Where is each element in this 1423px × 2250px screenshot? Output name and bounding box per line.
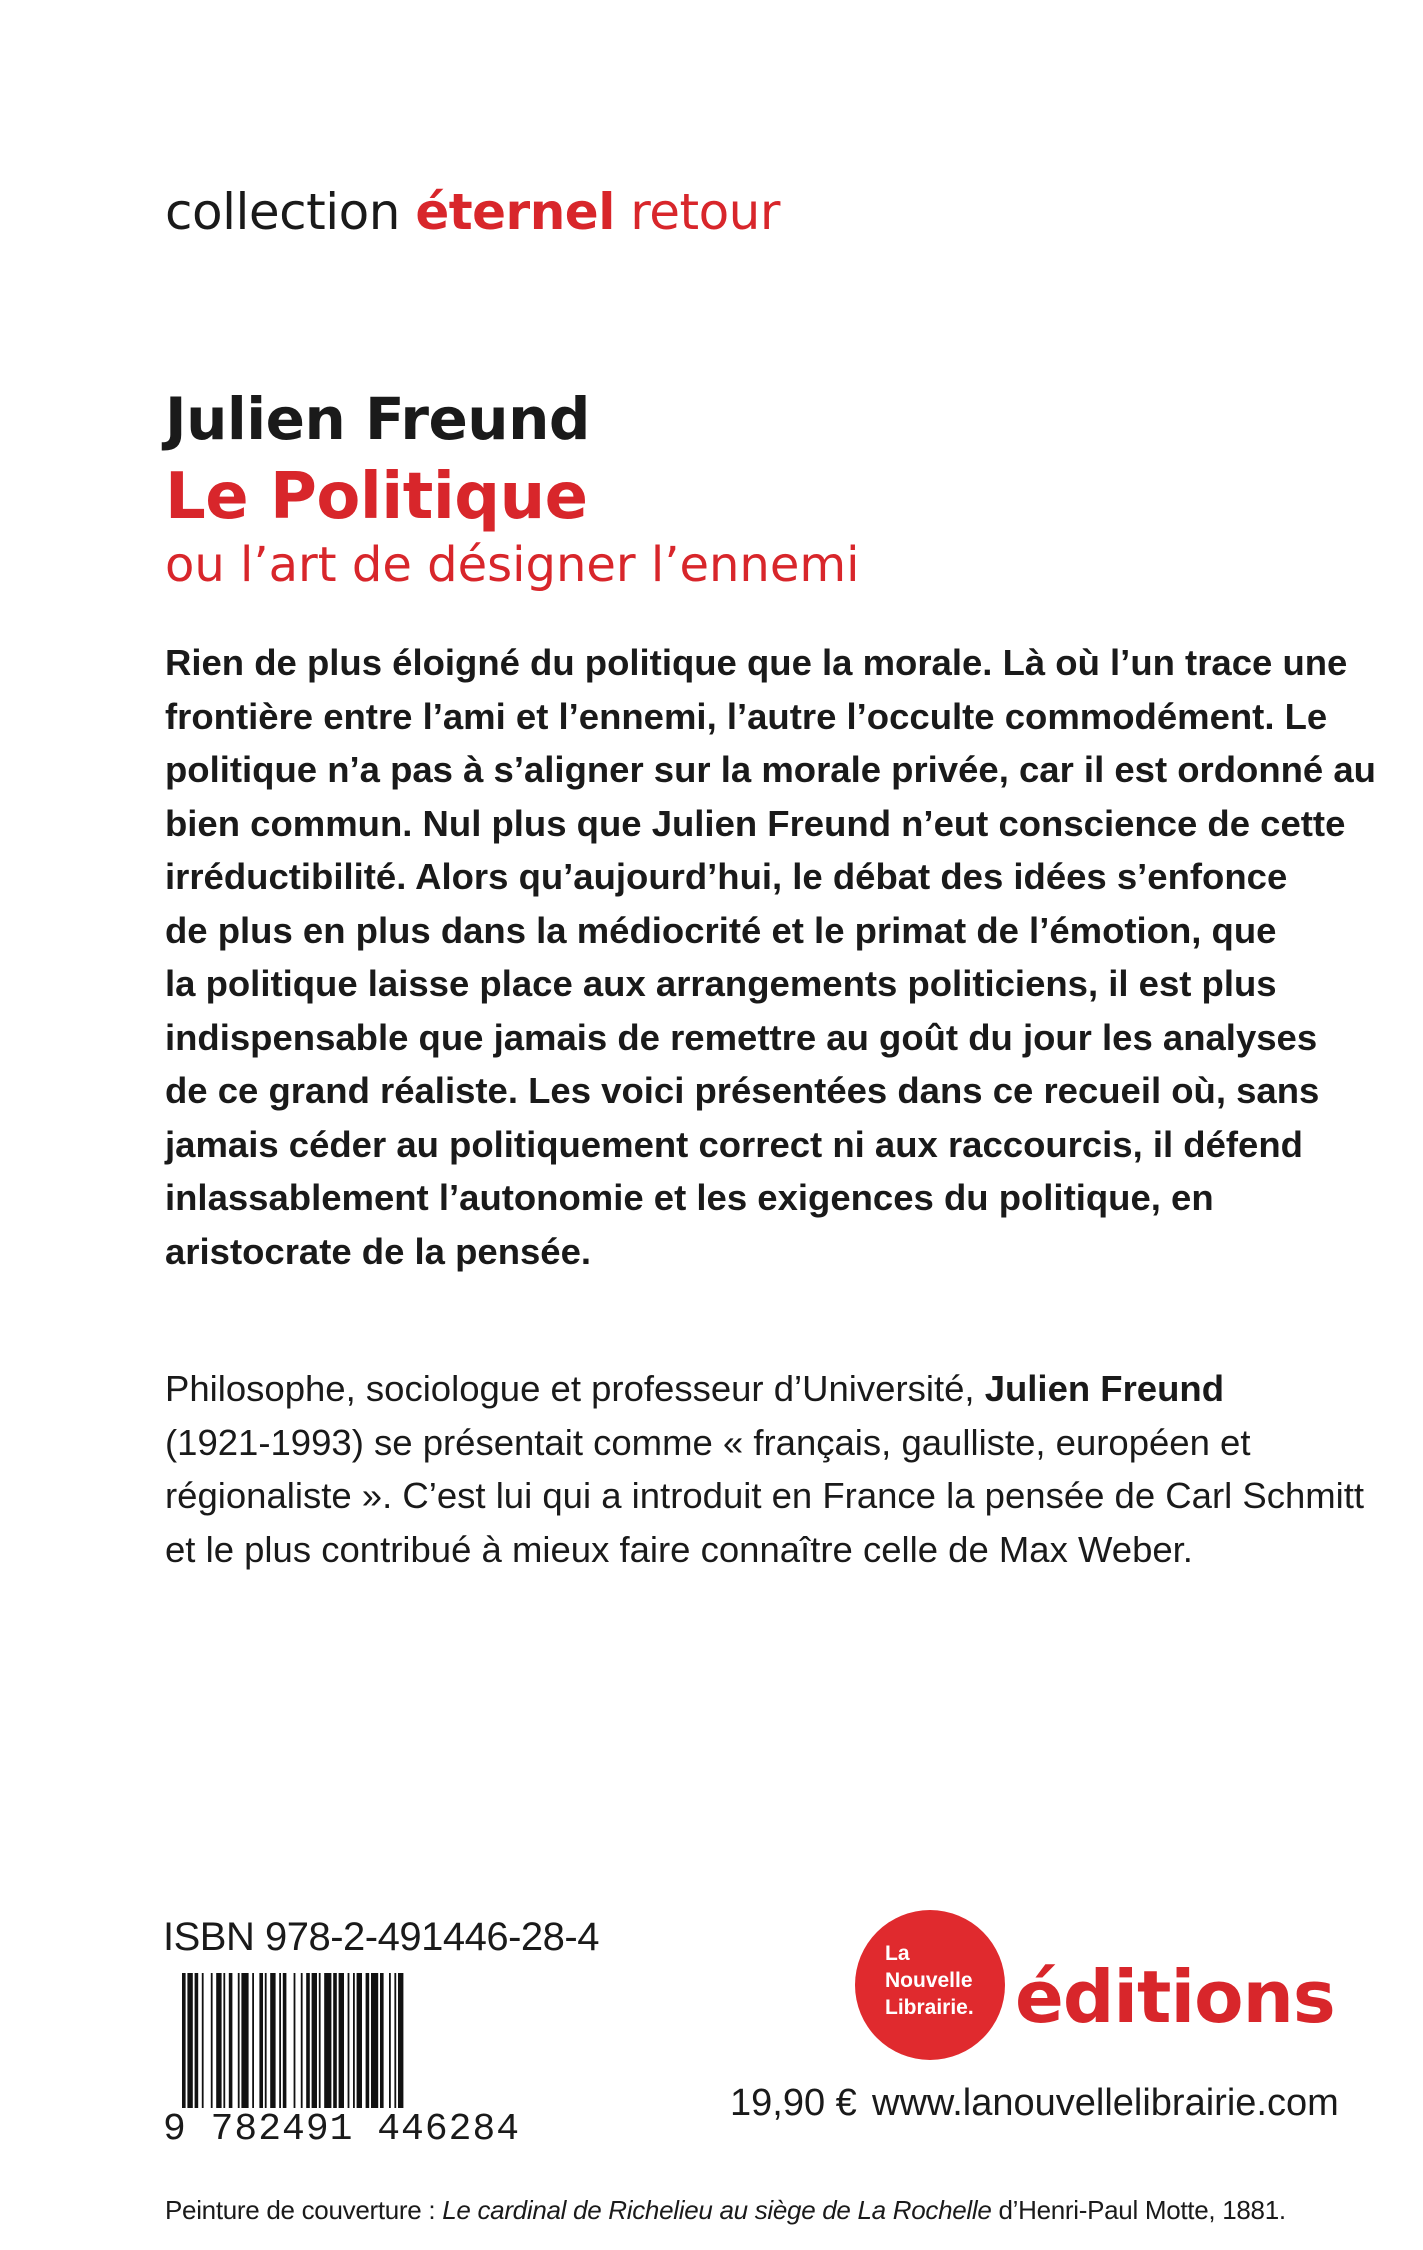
barcode-bar: [357, 1973, 362, 2113]
barcode-bar: [211, 1973, 213, 2113]
barcode-bar: [371, 1973, 378, 2113]
barcode-bar: [348, 1973, 350, 2113]
collection-prefix: collection: [165, 183, 400, 241]
logo-text: La Nouvelle Librairie.: [885, 1942, 974, 2019]
barcode-bar: [283, 1973, 287, 2113]
blurb-line: de plus en plus dans la médiocrité et le primat de l’émotion, que: [165, 909, 1277, 951]
barcode-bar: [353, 1973, 355, 2113]
barcode-bar: [238, 1973, 240, 2113]
collection-suffix: retour: [630, 183, 780, 241]
barcode-bar: [223, 1973, 225, 2113]
bio-line: (1921-1993) se présentait comme « français, gaulliste, européen et: [165, 1421, 1251, 1463]
blurb-line: aristocrate de la pensée.: [165, 1230, 592, 1272]
publisher-editions: éditions: [1015, 1955, 1335, 2039]
blurb-line: inlassablement l’autonomie et les exigences du politique, en: [165, 1177, 1214, 1218]
blurb-line: Rien de plus éloigné du politique que la morale. Là où l’un trace une: [165, 642, 1348, 683]
book-author: Julien Freund: [165, 385, 590, 453]
barcode-bar: [202, 1973, 204, 2113]
barcode-bar: [319, 1973, 321, 2113]
collection-line: [165, 183, 780, 241]
bio-line: [165, 1362, 1285, 1416]
publisher-logo: [855, 1910, 1005, 2060]
bio-line: et le plus contribué à mieux faire connaître celle de Max Weber.: [165, 1528, 1193, 1570]
barcode-bar: [306, 1973, 310, 2113]
cover-credits: Peinture de couverture : Le cardinal de Richelieu au siège de La Rochelle d’Henri-Paul Motte, 1881.: [165, 2195, 1286, 2225]
price: 19,90 €: [730, 2082, 857, 2124]
blurb-line: de ce grand réaliste. Les voici présentées dans ce recueil où, sans: [165, 1070, 1320, 1111]
bio-author-name: Julien Freund: [984, 1368, 1224, 1409]
barcode-bar: [339, 1973, 344, 2113]
barcode-bar: [265, 1973, 267, 2113]
blurb-line: frontière entre l’ami et l’ennemi, l’autre l’occulte commodément. Le: [165, 695, 1328, 737]
barcode-bar: [195, 1973, 199, 2113]
author-bio: [165, 1362, 1365, 1576]
barcode-bar: [380, 1973, 384, 2113]
barcode-bar: [279, 1973, 281, 2113]
barcode-bar: [324, 1973, 331, 2113]
barcode-bar: [241, 1973, 248, 2113]
bio-text: Philosophe, sociologue et professeur d’Université,: [165, 1368, 985, 1409]
book-subtitle: ou l’art de désigner l’ennemi: [165, 537, 860, 593]
barcode-digits: 9 782491 446284: [163, 2108, 521, 2151]
barcode-bar: [366, 1973, 370, 2113]
blurb: [165, 636, 1376, 1278]
blurb-line: irréductibilité. Alors qu’aujourd’hui, le débat des idées s’enfonce: [165, 856, 1288, 897]
publisher-website[interactable]: www.lanouvellelibrairie.com: [872, 2082, 1339, 2124]
barcode-bar: [333, 1973, 337, 2113]
barcode-bar: [252, 1973, 254, 2113]
barcode-bar: [229, 1973, 233, 2113]
blurb-line: politique n’a pas à s’aligner sur la morale privée, car il est ordonné au: [165, 749, 1376, 790]
barcode-bar: [270, 1973, 275, 2113]
isbn: ISBN 978-2-491446-28-4: [163, 1915, 599, 1959]
barcode-bar: [312, 1973, 317, 2113]
barcode-bar: [216, 1973, 221, 2113]
barcode-bar: [389, 1973, 391, 2113]
barcode-bar: [259, 1973, 263, 2113]
collection-highlight: éternel: [415, 183, 615, 241]
bio-line: régionaliste ». C’est lui qui a introduit en France la pensée de Carl Schmitt: [165, 1475, 1365, 1516]
blurb-line: indispensable que jamais de remettre au goût du jour les analyses: [165, 1016, 1318, 1058]
blurb-line: jamais céder au politiquement correct ni aux raccourcis, il défend: [165, 1123, 1303, 1165]
blurb-line: bien commun. Nul plus que Julien Freund n’eut conscience de cette: [165, 802, 1346, 844]
book-title: Le Politique: [165, 460, 588, 534]
barcode-bar: [301, 1973, 303, 2113]
blurb-line: la politique laisse place aux arrangements politiciens, il est plus: [165, 963, 1277, 1004]
